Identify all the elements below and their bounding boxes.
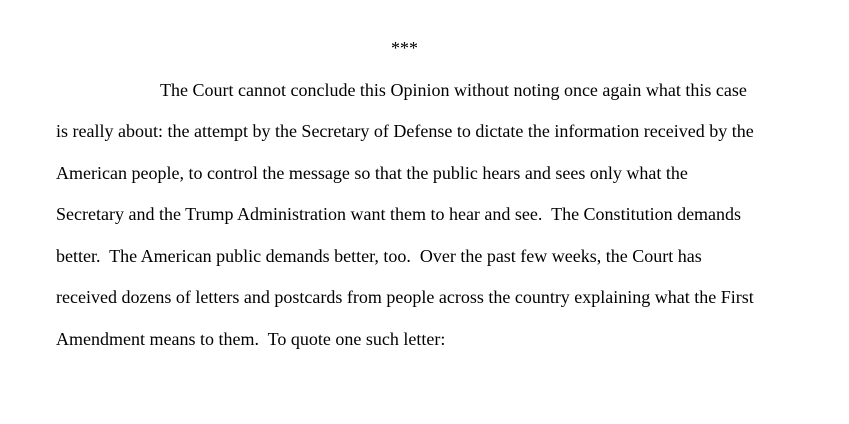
text-line: Amendment means to them. To quote one such letter: — [56, 328, 446, 349]
text-line: received dozens of letters and postcards from people across the country explaining what the First — [56, 287, 754, 307]
text-line: American people, to control the message so that the public hears and sees only what the — [56, 162, 688, 183]
text-line: is really about: the attempt by the Secretary of Defense to dictate the information received by the — [56, 121, 754, 141]
opinion-paragraph — [56, 70, 753, 361]
section-break-asterisks: *** — [391, 38, 418, 58]
text-line: Secretary and the Trump Administration want them to hear and see. The Constitution demands — [56, 204, 742, 224]
text-line: The Court cannot conclude this Opinion without noting once again what this case — [160, 79, 747, 100]
opinion-text-block — [56, 28, 753, 360]
text-line: better. The American public demands better, too. Over the past few weeks, the Court has — [56, 245, 702, 266]
